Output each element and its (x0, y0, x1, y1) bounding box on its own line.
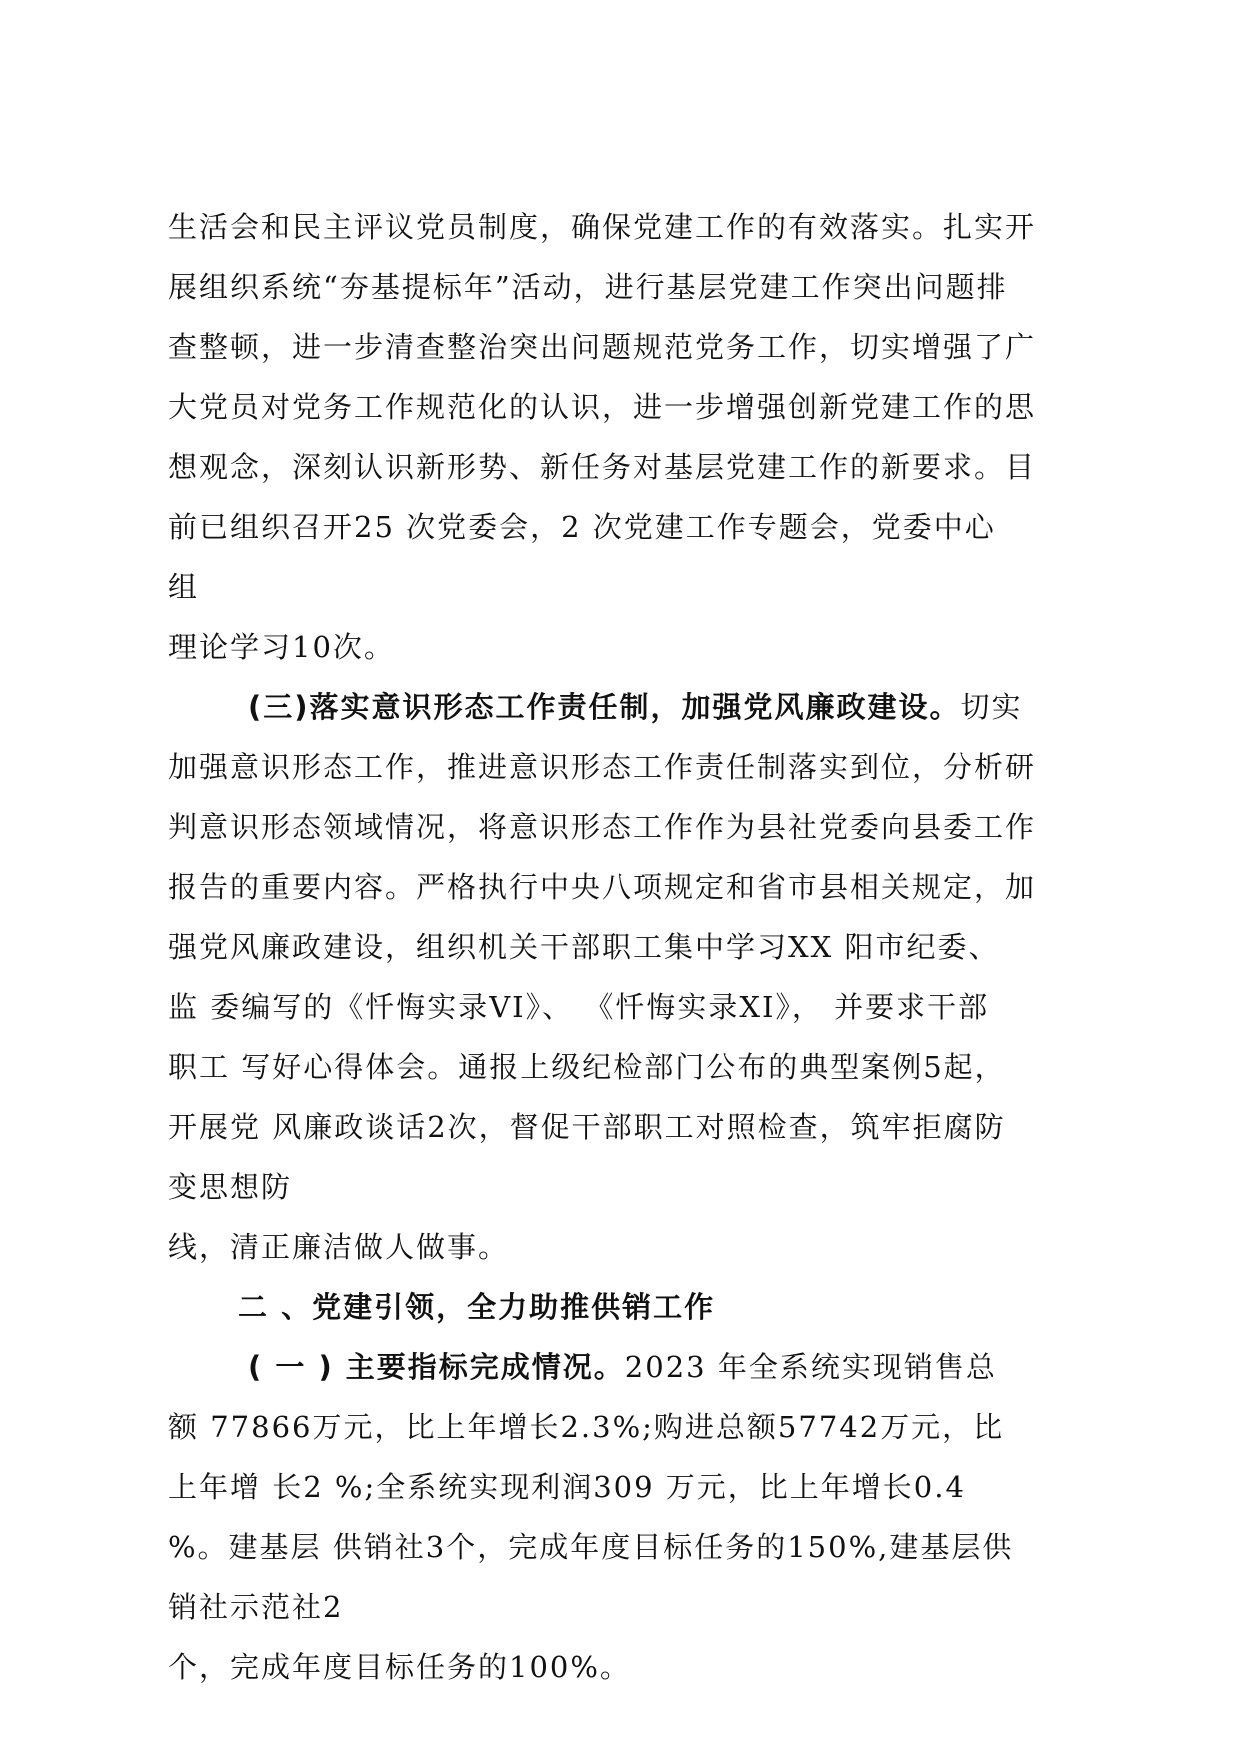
paragraph-line: 监 委编写的《忏悔实录VI》、 《忏悔实录XI》， 并要求干部 (168, 990, 990, 1024)
subsection-three-heading: (三)落实意识形态工作责任制，加强党风廉政建设。 (248, 690, 961, 724)
subsection-one-first-line-rest: 2023 年全系统实现销售总 (624, 1350, 997, 1384)
subsection-one-heading: ( 一 ) 主要指标完成情况。 (248, 1350, 625, 1384)
paragraph-line: 想观念，深刻认识新形势、新任务对基层党建工作的新要求。目 (168, 450, 1037, 484)
paragraph-line: 报告的重要内容。严格执行中央八项规定和省市县相关规定，加 (168, 870, 1037, 904)
paragraph-line: 组 (168, 570, 200, 604)
paragraph-line: %。建基层 供销社3个，完成年度目标任务的150%,建基层供 (168, 1530, 1014, 1564)
paragraph-line: 大党员对党务工作规范化的认识，进一步增强创新党建工作的思 (168, 390, 1037, 424)
section-two-heading: 二 、党建引领，全力助推供销工作 (238, 1290, 716, 1324)
paragraph-line: 前已组织召开25 次党委会，2 次党建工作专题会，党委中心 (168, 510, 996, 544)
paragraph-line: 生活会和民主评议党员制度，确保党建工作的有效落实。扎实开 (168, 210, 1037, 244)
subsection-one-first-line (248, 1342, 997, 1392)
paragraph-line: 判意识形态领域情况，将意识形态工作作为县社党委向县委工作 (168, 810, 1037, 844)
paragraph-line: 变思想防 (168, 1170, 293, 1204)
paragraph-line: 理论学习10次。 (168, 630, 395, 664)
paragraph-line: 查整顿，进一步清查整治突出问题规范党务工作，切实增强了广 (168, 330, 1037, 364)
paragraph-line: 个，完成年度目标任务的100%。 (168, 1650, 631, 1684)
paragraph-line: 展组织系统“夯基提标年”活动，进行基层党建工作突出问题排 (168, 270, 1008, 304)
paragraph-line: 加强意识形态工作，推进意识形态工作责任制落实到位，分析研 (168, 750, 1037, 784)
paragraph-line: 上年增 长2 %;全系统实现利润309 万元，比上年增长0.4 (168, 1470, 966, 1504)
paragraph-line: 职工 写好心得体会。通报上级纪检部门公布的典型案例5起， (168, 1050, 1006, 1084)
paragraph-line: 额 77866万元，比上年增长2.3%;购进总额57742万元，比 (168, 1410, 1005, 1444)
paragraph-line: 强党风廉政建设，组织机关干部职工集中学习XX 阳市纪委、 (168, 930, 1000, 964)
paragraph-line: 开展党 风廉政谈话2次，督促干部职工对照检查，筑牢拒腐防 (168, 1110, 1006, 1144)
paragraph-line: 销社示范社2 (168, 1590, 344, 1624)
paragraph-line: 线，清正廉洁做人做事。 (168, 1230, 510, 1264)
subsection-three-first-line-rest: 切实 (960, 690, 1023, 724)
subsection-three-first-line (248, 682, 1023, 732)
